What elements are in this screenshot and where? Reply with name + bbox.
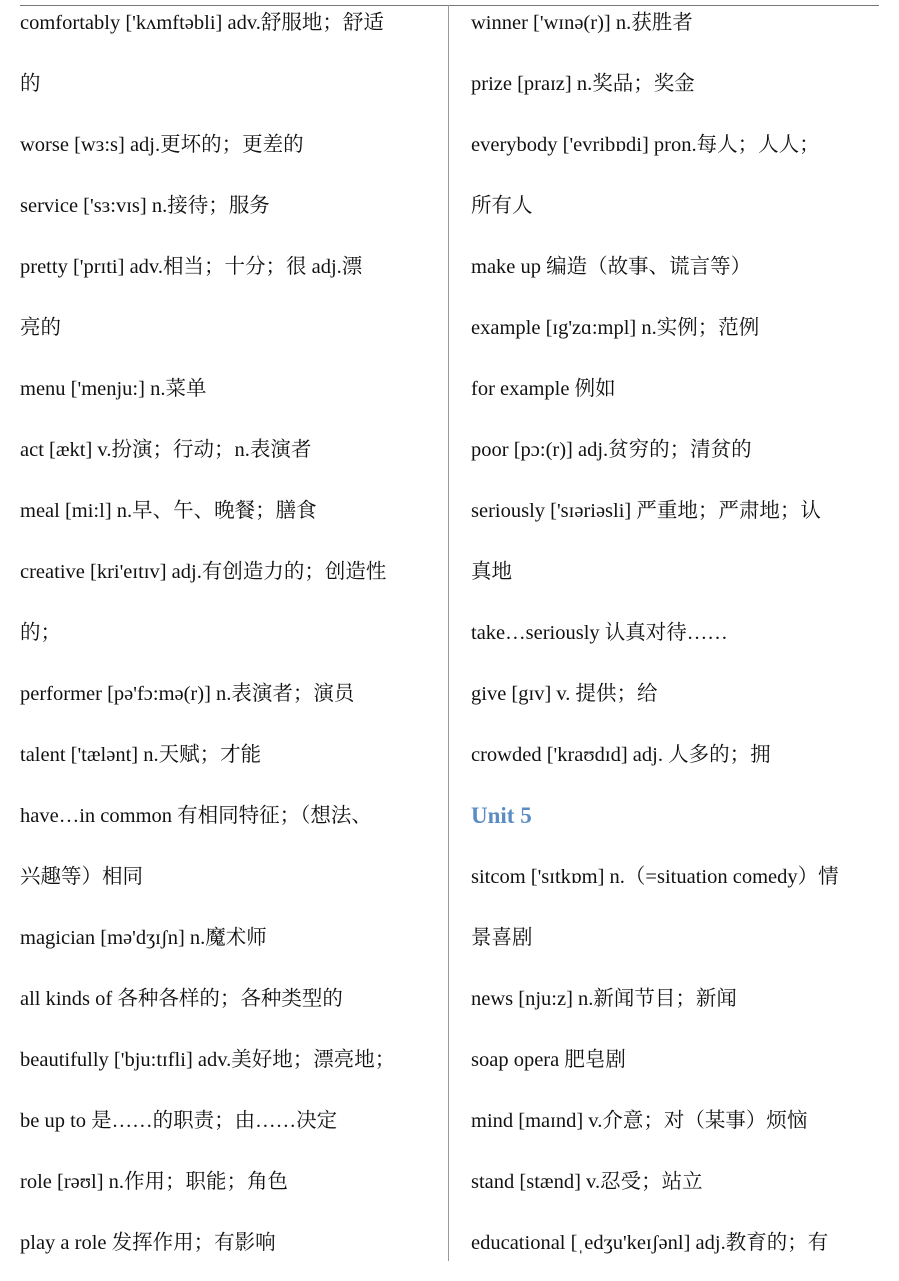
vocab-line: beautifully ['bju:tɪfli] adv.美好地；漂亮地； bbox=[20, 1049, 396, 1071]
vocab-line: performer [pə'fɔ:mə(r)] n.表演者；演员 bbox=[20, 683, 355, 705]
vocab-line: 真地 bbox=[471, 561, 512, 583]
vocab-line: play a role 发挥作用；有影响 bbox=[20, 1232, 276, 1254]
vocab-line: educational [ˌedʒu'keɪʃənl] adj.教育的；有 bbox=[471, 1232, 829, 1254]
vocab-line: soap opera 肥皂剧 bbox=[471, 1049, 626, 1071]
vocab-line: have…in common 有相同特征；（想法、 bbox=[20, 805, 372, 827]
vocab-line: talent ['tælənt] n.天赋；才能 bbox=[20, 744, 262, 766]
vocab-line: creative [kri'eɪtɪv] adj.有创造力的；创造性 bbox=[20, 561, 387, 583]
vocab-line: 的 bbox=[20, 73, 41, 95]
vocab-line: magician [mə'dʒɪʃn] n.魔术师 bbox=[20, 927, 267, 949]
right-column bbox=[471, 0, 886, 1281]
vocab-line: comfortably ['kʌmftəbli] adv.舒服地；舒适 bbox=[20, 12, 384, 34]
vocab-line: crowded ['kraʊdɪd] adj. 人多的；拥 bbox=[471, 744, 771, 766]
vocab-line: all kinds of 各种各样的；各种类型的 bbox=[20, 988, 343, 1010]
column-divider bbox=[448, 5, 449, 1261]
vocab-line: worse [wɜ:s] adj.更坏的；更差的 bbox=[20, 134, 304, 156]
vocab-line: news [nju:z] n.新闻节目；新闻 bbox=[471, 988, 737, 1010]
vocab-line: 兴趣等）相同 bbox=[20, 866, 143, 888]
vocab-line: take…seriously 认真对待…… bbox=[471, 622, 728, 644]
vocab-line: menu ['menju:] n.菜单 bbox=[20, 378, 207, 400]
vocab-line: 亮的 bbox=[20, 317, 61, 339]
vocab-line: 所有人 bbox=[471, 195, 533, 217]
vocab-line: meal [mi:l] n.早、午、晚餐；膳食 bbox=[20, 500, 317, 522]
vocab-line: everybody ['evribɒdi] pron.每人；人人； bbox=[471, 134, 820, 156]
vocab-line: for example 例如 bbox=[471, 378, 616, 400]
vocab-line: mind [maɪnd] v.介意；对（某事）烦恼 bbox=[471, 1110, 808, 1132]
vocab-line: make up 编造（故事、谎言等） bbox=[471, 256, 752, 278]
vocab-line: be up to 是……的职责；由……决定 bbox=[20, 1110, 338, 1132]
vocab-line: sitcom ['sɪtkɒm] n.（=situation comedy）情 bbox=[471, 866, 839, 888]
vocab-line: service ['sɜ:vɪs] n.接待；服务 bbox=[20, 195, 270, 217]
vocab-line: give [gɪv] v. 提供；给 bbox=[471, 683, 658, 705]
left-column bbox=[20, 0, 445, 1281]
vocab-line: example [ɪg'zɑ:mpl] n.实例；范例 bbox=[471, 317, 760, 339]
vocab-line: role [rəʊl] n.作用；职能；角色 bbox=[20, 1171, 289, 1193]
vocab-line: 景喜剧 bbox=[471, 927, 533, 949]
vocab-line: 的； bbox=[20, 622, 61, 644]
vocab-line: seriously ['sɪəriəsli] 严重地；严肃地；认 bbox=[471, 500, 821, 522]
vocab-line: winner ['wɪnə(r)] n.获胜者 bbox=[471, 12, 693, 34]
unit-heading: Unit 5 bbox=[471, 803, 532, 828]
vocab-line: poor [pɔ:(r)] adj.贫穷的；清贫的 bbox=[471, 439, 752, 461]
vocab-line: prize [praɪz] n.奖品；奖金 bbox=[471, 73, 695, 95]
vocab-line: pretty ['prɪti] adv.相当；十分；很 adj.漂 bbox=[20, 256, 363, 278]
vocab-line: stand [stænd] v.忍受；站立 bbox=[471, 1171, 703, 1193]
vocab-line: act [ækt] v.扮演；行动；n.表演者 bbox=[20, 439, 312, 461]
